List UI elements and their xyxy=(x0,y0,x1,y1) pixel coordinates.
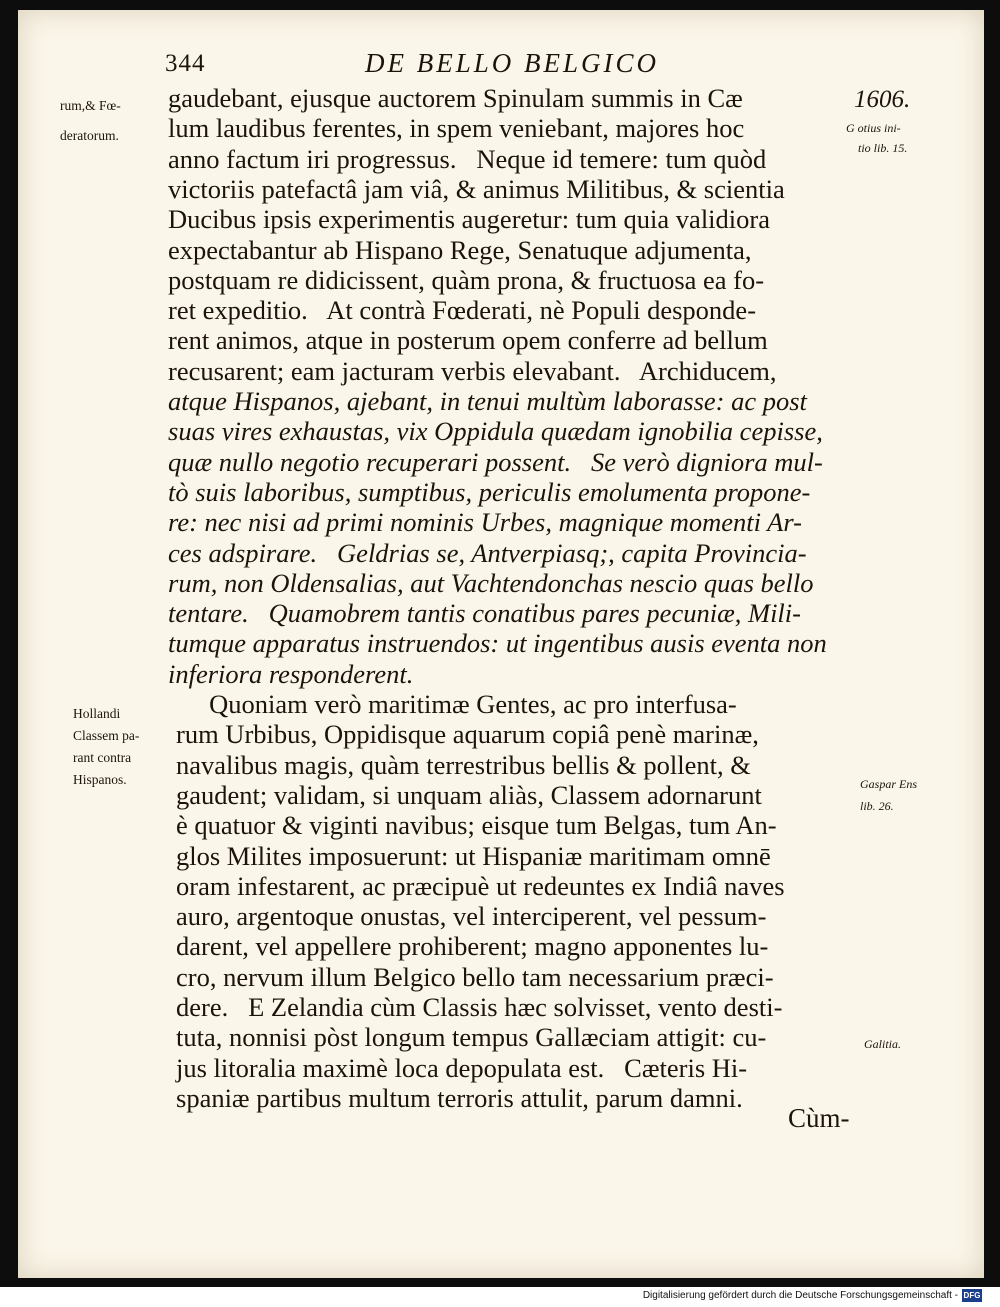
text-line: recusarent; eam jacturam verbis elevabant. Archiducem, xyxy=(168,355,777,386)
text-line: tò suis laboribus, sumptibus, periculis emolumenta propone- xyxy=(168,476,811,507)
text-line: gaudebant, ejusque auctorem Spinulam summis in Cæ xyxy=(168,83,743,113)
margin-note-right: tio lib. 15. xyxy=(858,141,908,155)
margin-note-right: G otius ini- xyxy=(846,121,901,135)
margin-note-right: Galitia. xyxy=(864,1037,902,1051)
margin-note-left: rant contra xyxy=(73,750,132,765)
running-head: DE BELLO BELGICO xyxy=(365,48,660,78)
margin-note-right: Gaspar Ens xyxy=(860,777,918,791)
margin-note-left: Hollandi xyxy=(73,706,121,721)
margin-note-left: Classem pa- xyxy=(73,728,140,743)
text-line: expectabantur ab Hispano Rege, Senatuque adjumenta, xyxy=(168,234,752,265)
text-line: jus litoralia maximè loca depopulata est. Cæteris Hi- xyxy=(176,1052,748,1083)
text-line: inferiora responderent. xyxy=(168,658,414,689)
text-line: tentare. Quamobrem tantis conatibus pares pecuniæ, Mili- xyxy=(168,598,801,629)
text-line: postquam re didicissent, quàm prona, & fructuosa ea fo- xyxy=(168,264,765,295)
text-line: rent animos, atque in posterum opem conferre ad bellum xyxy=(168,325,768,356)
text-line: ces adspirare. Geldrias se, Antverpiasq;, capita Provincia- xyxy=(168,537,807,568)
text-line: dere. E Zelandia cùm Classis hæc solvisset, vento desti- xyxy=(176,992,783,1022)
text-line: darent, vel appellere prohiberent; magno apponentes lu- xyxy=(176,931,769,962)
page-year: 1606. xyxy=(854,86,911,113)
text-line: rum Urbibus, Oppidisque aquarum copiâ penè marinæ, xyxy=(176,719,759,750)
text-line: è quatuor & viginti navibus; eisque tum Belgas, tum An- xyxy=(176,810,777,841)
dfg-logo: DFG xyxy=(963,1291,981,1300)
text-line: cro, nervum illum Belgico bello tam necessarium præci- xyxy=(176,961,774,992)
page-number: 344 xyxy=(165,50,206,77)
text-line: anno factum iri progressus. Neque id temere: tum quòd xyxy=(168,143,767,174)
text-line: victoriis patefactâ jam viâ, & animus Militibus, & scientia xyxy=(168,173,785,204)
margin-note-left: deratorum. xyxy=(60,128,119,143)
text-line: spaniæ partibus multum terroris attulit, parum damni. xyxy=(176,1082,743,1113)
text-line: auro, argentoque onustas, vel interciperent, vel pessum- xyxy=(176,901,767,932)
digitization-footer: Digitalisierung gefördert durch die Deutsche Forschungsgemeinschaft - xyxy=(642,1290,958,1301)
text-line: atque Hispanos, ajebant, in tenui multùm laborasse: ac post xyxy=(168,386,807,416)
margin-note-left: Hispanos. xyxy=(73,772,127,787)
margin-note-left: rum,& Fœ- xyxy=(60,98,121,113)
text-line: oram infestarent, ac præcipuè ut redeuntes ex Indiâ naves xyxy=(176,870,785,901)
text-line: ret expeditio. At contrà Fœderati, nè Populi desponde- xyxy=(168,295,757,326)
text-line: glos Milites imposuerunt: ut Hispaniæ maritimam omnē xyxy=(176,840,771,871)
text-line: tuta, nonnisi pòst longum tempus Gallæciam attigit: cu- xyxy=(176,1022,767,1053)
text-line: rum, non Oldensalias, aut Vachtendonchas nescio quas bello xyxy=(168,567,814,598)
text-line: Ducibus ipsis experimentis augeretur: tum quia validiora xyxy=(168,204,770,235)
text-line: navalibus magis, quàm terrestribus bellis & pollent, & xyxy=(176,749,751,780)
book-page xyxy=(18,10,984,1278)
margin-note-right: lib. 26. xyxy=(860,799,894,813)
text-line: suas vires exhaustas, vix Oppidula quædam ignobilia cepisse, xyxy=(168,416,823,447)
text-line: tumque apparatus instruendos: ut ingentibus ausis eventa non xyxy=(168,628,827,659)
catchword: Cùm- xyxy=(788,1103,850,1133)
text-line: re: nec nisi ad primi nominis Urbes, magnique momenti Ar- xyxy=(168,507,802,538)
text-line: gaudent; validam, si unquam aliàs, Classem adornarunt xyxy=(176,779,762,810)
text-line: lum laudibus ferentes, in spem veniebant, majores hoc xyxy=(168,113,745,144)
text-line: quæ nullo negotio recuperari possent. Se verò digniora mul- xyxy=(168,446,823,477)
text-line: Quoniam verò maritimæ Gentes, ac pro interfusa- xyxy=(176,689,737,719)
